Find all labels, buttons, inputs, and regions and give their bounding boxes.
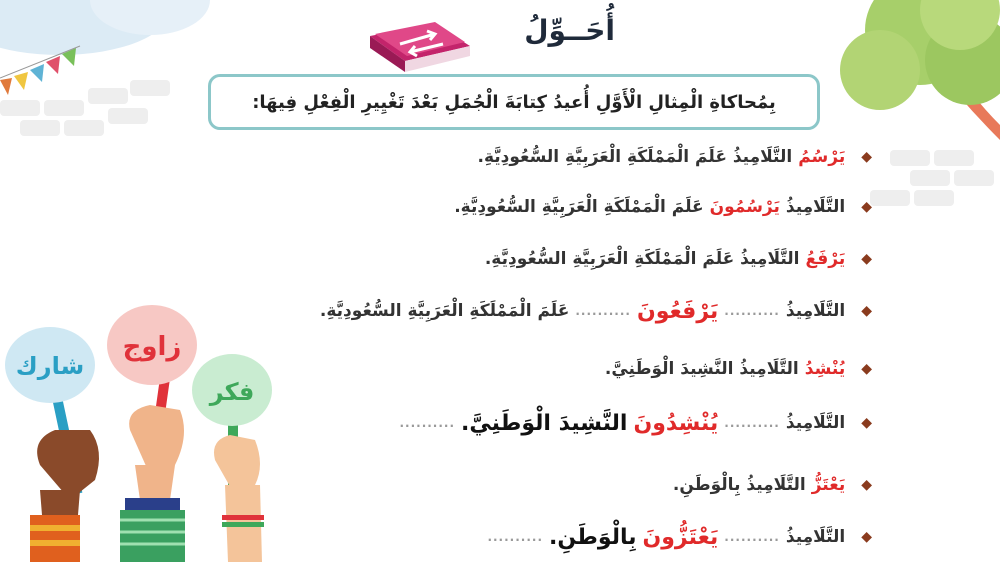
sentence-row [605,352,872,386]
verb: يَرْفَعُ [805,249,846,269]
paddle-pair-label: زاوج [122,332,182,362]
answer-verb: يَرْفَعُونَ [636,298,719,324]
sentence-row [399,406,872,440]
diamond-bullet-icon: ◆ [861,303,872,319]
sentence-rest: التَّلَامِيذُ بِالْوَطَنِ. [672,475,806,495]
diamond-bullet-icon: ◆ [861,529,872,545]
sentence-row [478,140,873,174]
blank-dots: .......... [575,304,631,318]
subject: التَّلَامِيذُ [785,527,846,547]
sentence-row [454,190,872,224]
subject: التَّلَامِيذُ [785,413,846,433]
subject: التَّلَامِيذُ [785,301,846,321]
brick-wall-decoration [0,40,200,150]
verb: يَرْسُمُونَ [709,197,780,217]
subject: التَّلَامِيذُ [785,197,846,217]
paddle-share-label: شارك [15,352,85,380]
sentence-rest: عَلَمَ الْمَمْلَكَةِ الْعَرَبِيَّةِ السُّعُودِيَّةِ. [319,301,570,321]
sentence-row [485,242,872,276]
diamond-bullet-icon: ◆ [861,415,872,431]
instruction-box [208,74,820,130]
blank-dots: .......... [487,530,544,544]
sentence-rest: التَّلَامِيذُ عَلَمَ الْمَمْلَكَةِ الْعَرَبِيَّةِ السُّعُودِيَّةِ. [477,147,793,167]
sentence-rest: التَّلَامِيذُ عَلَمَ الْمَمْلَكَةِ الْعَرَبِيَّةِ السُّعُودِيَّةِ. [484,249,800,269]
diamond-bullet-icon: ◆ [861,199,872,215]
diamond-bullet-icon: ◆ [861,149,872,165]
verb: يَعْتَزُّ [811,475,846,495]
diamond-bullet-icon: ◆ [861,251,872,267]
instruction-text: بِمُحاكاةِ الْمِثالِ الْأَوَّلِ أُعيدُ كِتابَةَ الْجُمَلِ بَعْدَ تَغْيِيرِ الْفِعْلِ فِيهَا: [252,91,776,113]
diamond-bullet-icon: ◆ [861,477,872,493]
think-pair-share-illustration [0,300,300,562]
verb: يَرْسُمُ [798,147,846,167]
answer-rest: بِالْوَطَنِ. [549,524,637,550]
blank-dots: .......... [724,416,780,430]
answer-rest: النَّشِيدَ الْوَطَنِيَّ. [461,410,628,436]
answer-verb: يَعْتَزُّونَ [642,524,719,550]
verb: يُنْشِدُ [804,359,846,379]
answer-verb: يُنْشِدُونَ [633,410,719,436]
sentence-rest: التَّلَامِيذُ النَّشِيدَ الْوَطَنِيَّ. [604,359,799,379]
page-title: أُحَــوِّلُ [524,14,615,47]
sentence-row [487,520,872,554]
blank-dots: .......... [399,416,456,430]
sentence-row [320,294,872,328]
sentence-row [673,468,872,502]
paddle-think-label: فكر [209,378,255,406]
exchange-book-icon [365,6,475,76]
blank-dots: .......... [724,304,780,318]
sentence-rest: عَلَمَ الْمَمْلَكَةِ الْعَرَبِيَّةِ السُّعُودِيَّةِ. [454,197,704,217]
blank-dots: .......... [724,530,780,544]
diamond-bullet-icon: ◆ [861,361,872,377]
